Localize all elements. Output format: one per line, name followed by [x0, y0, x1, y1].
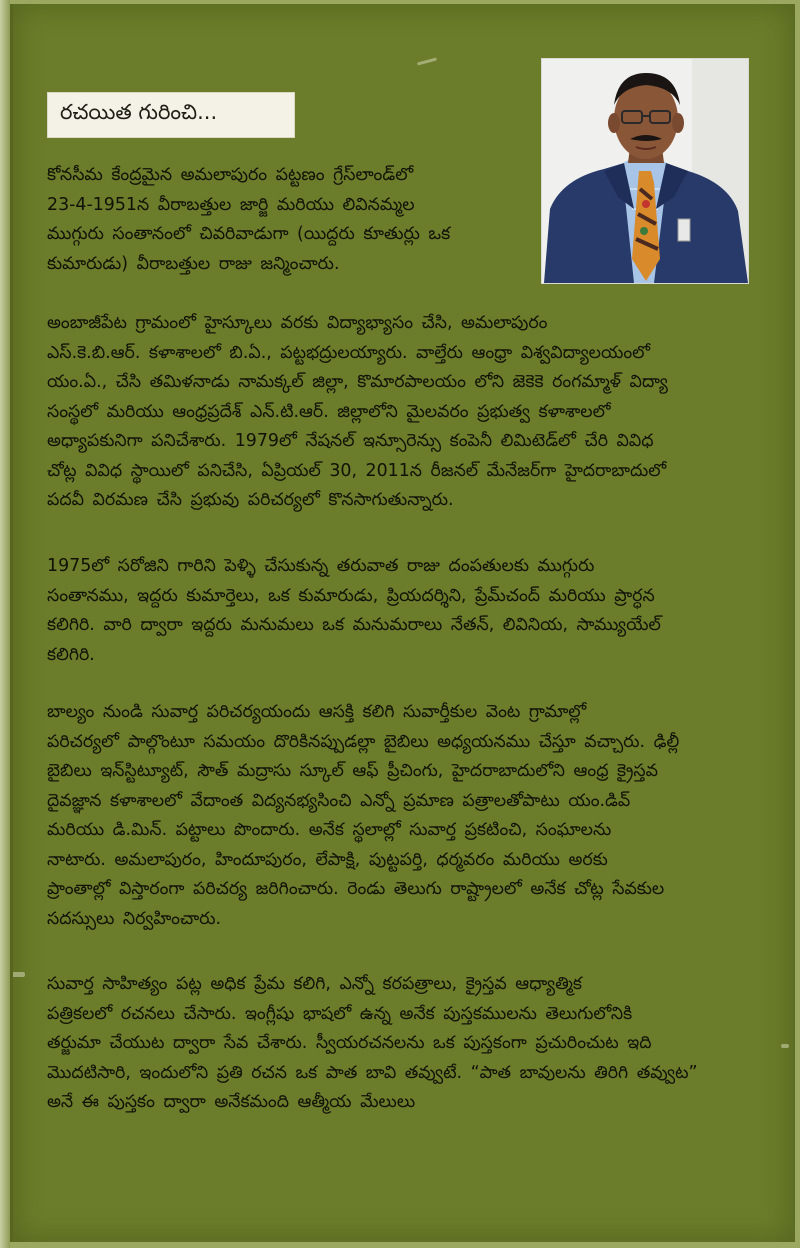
- text-line: 1975లో సరోజిని గారిని పెళ్ళి చేసుకున్న తరువాత రాజు దంపతులకు ముగ్గురు: [47, 556, 595, 576]
- text-line: మొదటిసారి, ఇందులోని ప్రతి రచన ఒక పాత బావి తవ్వుటే. “పాత బావులను తిరిగి తవ్వుట”: [47, 1062, 698, 1083]
- text-line: దైవజ్ఞాన కళాశాలలో వేదాంత విద్యనభ్యసించి ఎన్నో ప్రమాణ పత్రాలతోపాటు యం.డివ్: [47, 790, 631, 811]
- text-line: చోట్ల వివిధ స్థాయిలో పనిచేసి, ఏప్రియల్ 30, 2011న రీజనల్ మేనేజర్‌గా హైదరాబాదులో: [47, 460, 667, 481]
- text-line: పత్రికలలో రచనలు చేసారు. ఇంగ్లీషు భాషలో ఉన్న అనేక పుస్తకములను తెలుగులోనికి: [47, 1003, 633, 1024]
- text-line: అధ్యాపకునిగా పనిచేశారు. 1979లో నేషనల్ ఇన్సూరెన్సు కంపెనీ లిమిటెడ్‌లో చేరి వివిధ: [47, 431, 654, 451]
- paragraph-1: [47, 161, 753, 279]
- paragraph-3: [47, 552, 753, 670]
- paragraph-2: [47, 309, 753, 516]
- text-line: అంబాజీపేట గ్రామంలో హైస్కూలు వరకు విద్యాభ్యాసం చేసి, అమలాపురం: [47, 313, 548, 333]
- text-line: అనే ఈ పుస్తకం ద్వారా అనేకమంది ఆత్మీయ మేలులు: [47, 1092, 416, 1112]
- cover-scuff: [781, 1044, 789, 1048]
- text-line: యం.ఏ., చేసి తమిళనాడు నామక్కల్ జిల్లా, కొమారపాలయం లోని జెకెకె రంగమ్మాళ్ విద్యా: [47, 372, 668, 392]
- text-line: ముగ్గురు సంతానంలో చివరివాడుగా (యిద్దరు కూతుర్లు ఒక: [47, 224, 451, 244]
- text-line: సువార్త సాహిత్యం పట్ల అధిక ప్రేమ కలిగి, ఎన్నో కరపత్రాలు, క్రైస్తవ ఆధ్యాత్మిక: [47, 974, 582, 994]
- paragraph-5: [47, 970, 753, 1118]
- text-line: పరిచర్యలో పాల్గొంటూ సమయం దొరికినప్పుడల్లా బైబిలు అధ్యయనము చేస్తూ వచ్చారు. ఢిల్లీ: [47, 731, 680, 752]
- text-line: నాటారు. అమలాపురం, హిందూపురం, లేపాక్షి, పుట్టపర్తి, ధర్మవరం మరియు అరకు: [47, 849, 608, 870]
- text-line: 23-4-1951న వీరాబత్తుల జార్జి మరియు లివినమ్మల: [47, 194, 415, 215]
- paragraph-4: [47, 698, 753, 934]
- text-line: మరియు డి.మిన్. పట్టాలు పొందారు. అనేక స్థలాల్లో సువార్త ప్రకటించి, సంఘాలను: [47, 820, 612, 840]
- book-back-cover: [10, 4, 795, 1242]
- text-line: సదస్సులు నిర్వహించారు.: [47, 908, 221, 929]
- section-heading: రచయిత గురించి...: [60, 100, 218, 124]
- text-line: సంస్థలో మరియు ఆంధ్రప్రదేశ్ ఎన్.టి.ఆర్. జిల్లాలోని మైలవరం ప్రభుత్వ కళాశాలలో: [47, 401, 611, 422]
- cover-scuff: [11, 972, 25, 977]
- heading-box: [47, 92, 295, 138]
- text-line: తర్జుమా చేయుట ద్వారా సేవ చేశారు. స్వీయరచనలను ఒక పుస్తకంగా ప్రచురించుట ఇది: [47, 1033, 652, 1053]
- text-line: పదవీ విరమణ చేసి ప్రభువు పరిచర్యలో కొనసాగుతున్నారు.: [47, 490, 454, 510]
- text-line: కుమారుడు) వీరాబత్తుల రాజు జన్మించారు.: [47, 253, 340, 274]
- text-line: ప్రాంతాల్లో విస్తారంగా పరిచర్య జరిగించారు. రెండు తెలుగు రాష్ట్రాలలో అనేక చోట్ల సేవకుల: [47, 879, 665, 899]
- text-line: కోనసీమ కేంద్రమైన అమలాపురం పట్టణం గ్రేస్‌లాండ్‌లో: [47, 165, 414, 185]
- text-line: సంతానము, ఇద్దరు కుమార్తెలు, ఒక కుమారుడు, ప్రియదర్శిని, ప్రేమ్‌చంద్ మరియు ప్రార్ధన: [47, 585, 655, 606]
- text-line: కలిగిరి. వారి ద్వారా ఇద్దరు మనుమలు ఒక మనుమరాలు నేతన్, లివినియ, సామ్యుయేల్: [47, 615, 661, 635]
- text-line: బాల్యం నుండి సువార్త పరిచర్యయందు ఆసక్తి కలిగి సువార్తీకుల వెంట గ్రామాల్లో: [47, 702, 587, 722]
- text-line: బైబిలు ఇన్‌స్టిట్యూట్, సౌత్ మద్రాసు స్కూల్ ఆఫ్ ప్రీచింగు, హైదరాబాదులోని ఆంధ్ర క్రైస్తవ: [47, 761, 658, 781]
- text-line: కలిగిరి.: [47, 644, 95, 665]
- text-line: ఎస్.కె.బి.ఆర్. కళాశాలలో బి.ఏ., పట్టభద్రులయ్యారు. వాల్తేరు ఆంధ్రా విశ్వవిద్యాలయంలో: [47, 342, 651, 363]
- cover-scuff: [417, 57, 437, 65]
- book-edge: [0, 0, 10, 1248]
